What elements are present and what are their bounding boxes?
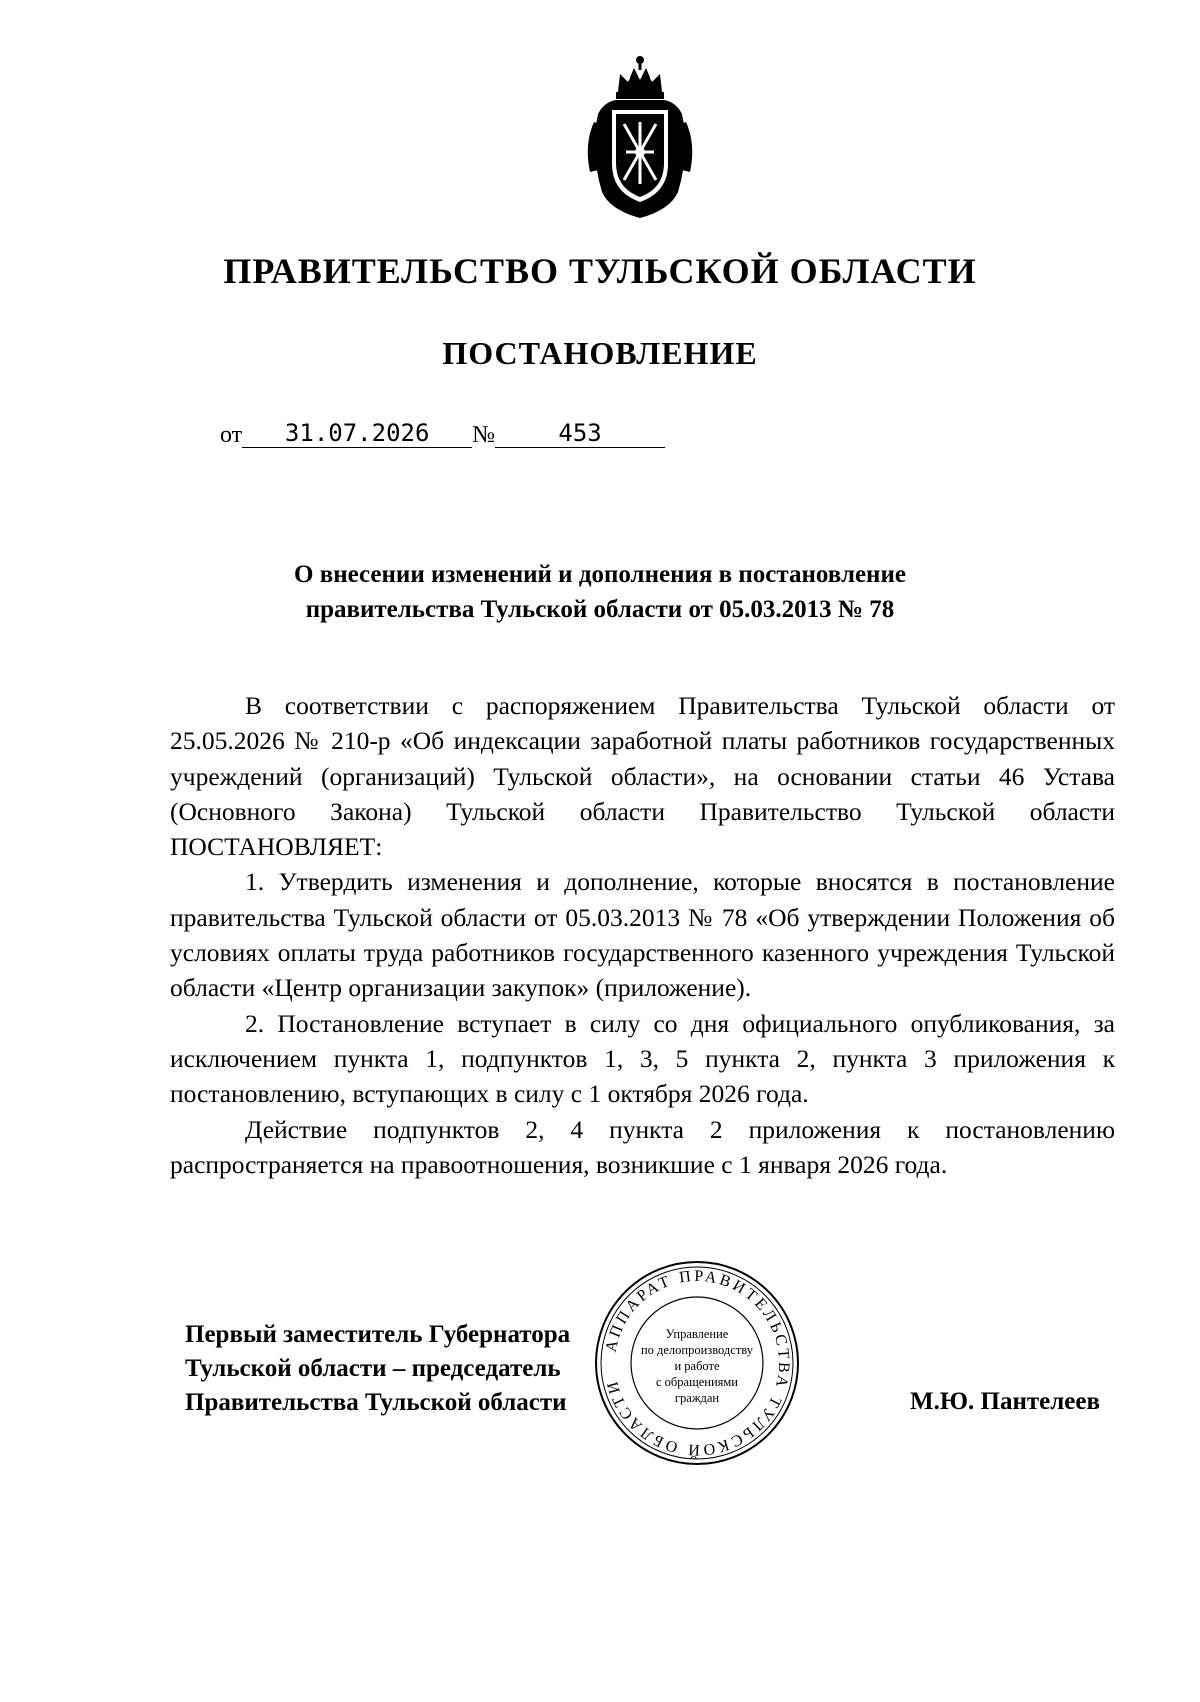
- document-type: ПОСТАНОВЛЕНИЕ: [442, 335, 758, 371]
- subject-line: правительства Тульской области от 05.03.2013 № 78: [305, 596, 895, 623]
- document-body: [170, 688, 1115, 1182]
- subject-line: О внесении изменений и дополнения в постановление: [294, 561, 906, 588]
- signatory-name: М.Ю. Пантелеев: [910, 1388, 1100, 1415]
- position-line: Тульской области – председатель: [185, 1355, 561, 1382]
- signatory-position: [185, 1318, 570, 1420]
- stamp-center-line: Управление: [665, 1327, 729, 1341]
- date-prefix: от: [220, 422, 243, 448]
- body-paragraph: 1. Утвердить изменения и дополнение, которые вносятся в постановление правительства Тульской области от 05.03.2013 № 78 «Об утверждении Положения об условиях оплаты труда работников государственного казенного учреждения Тульской области «Центр организации закупок» (приложение).: [170, 867, 1115, 1003]
- stamp-ring-text: АППАРАТ ПРАВИТЕЛЬСТВА ТУЛЬСКОЙ ОБЛАСТИ: [602, 1267, 793, 1459]
- stamp-center-line: по делопроизводству: [640, 1343, 754, 1357]
- number-prefix: №: [472, 422, 496, 448]
- document-subject: [0, 557, 1200, 627]
- stamp-center-line: с обращениями: [656, 1375, 738, 1389]
- stamp-center-line: и работе: [674, 1359, 720, 1373]
- body-paragraph: Действие подпунктов 2, 4 пункта 2 приложения к постановлению распространяется на правоотношения, возникшие с 1 января 2026 года.: [170, 1114, 1115, 1179]
- body-paragraph: В соответствии с распоряжением Правительства Тульской области от 25.05.2026 № 210-р «Об индексации заработной платы работников государственных учреждений (организаций) Тульской области», на основании статьи 46 Устава (Основного Закона) Тульской области Правительство Тульской области ПОСТАНОВЛЯЕТ:: [170, 691, 1115, 862]
- official-stamp: [592, 1258, 802, 1468]
- body-paragraph: 2. Постановление вступает в силу со дня официального опубликования, за исключением пункта 1, подпунктов 1, 3, 5 пункта 2, пункта 3 приложения к постановлению, вступающих в силу с 1 октября 2026 года.: [170, 1008, 1115, 1109]
- document-date-number-line: [220, 420, 665, 448]
- position-line: Первый заместитель Губернатора: [185, 1321, 571, 1348]
- crown-icon: [616, 56, 664, 99]
- document-number: 453: [495, 420, 665, 448]
- position-line: Правительства Тульской области: [185, 1389, 567, 1416]
- document-date: 31.07.2026: [242, 420, 472, 448]
- organization-title: ПРАВИТЕЛЬСТВО ТУЛЬСКОЙ ОБЛАСТИ: [223, 251, 977, 291]
- coat-of-arms-emblem: [580, 52, 700, 222]
- stamp-center-line: граждан: [674, 1391, 720, 1405]
